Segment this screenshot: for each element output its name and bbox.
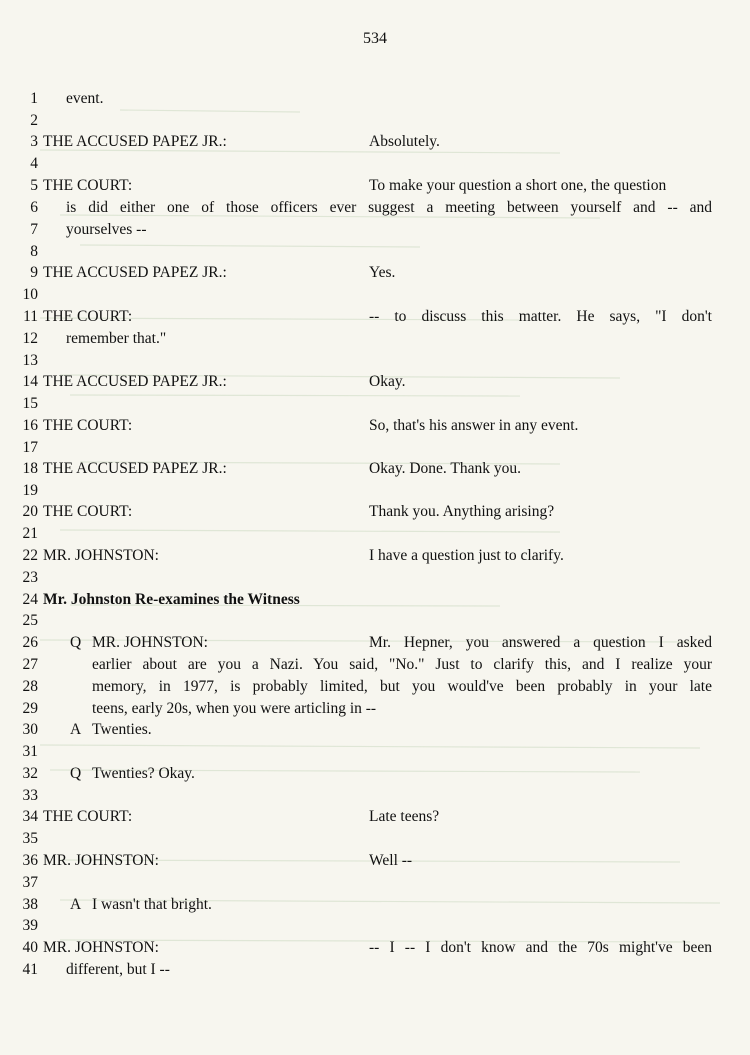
- transcript-line: [0, 175, 750, 197]
- line-number: 8: [30, 243, 38, 260]
- line-text: To make your question a short one, the question: [369, 177, 667, 194]
- transcript-line: [0, 371, 750, 393]
- line-text: Well --: [369, 852, 413, 869]
- line-text: memory, in 1977, is probably limited, but you would've been probably in your late: [92, 678, 712, 695]
- transcript-line: [0, 894, 750, 916]
- line-text: Late teens?: [369, 808, 440, 825]
- speaker-label: THE COURT:: [43, 417, 133, 434]
- line-number: 24: [22, 591, 38, 608]
- line-text: I have a question just to clarify.: [369, 547, 564, 564]
- line-text: remember that.": [66, 330, 167, 347]
- line-number: 1: [30, 90, 38, 107]
- line-number: 25: [22, 612, 38, 629]
- line-text: Absolutely.: [369, 133, 440, 150]
- transcript-line: [0, 197, 750, 219]
- line-text: Thank you. Anything arising?: [369, 503, 555, 520]
- speaker-label: THE COURT:: [43, 177, 133, 194]
- line-text: teens, early 20s, when you were articling in --: [92, 700, 377, 717]
- transcript-line: [0, 632, 750, 654]
- line-number: 2: [30, 112, 38, 129]
- line-number: 14: [22, 373, 38, 390]
- line-text: So, that's his answer in any event.: [369, 417, 579, 434]
- transcript-line: [0, 567, 750, 589]
- line-number: 5: [30, 177, 38, 194]
- qa-label: A: [70, 721, 82, 738]
- line-text: yourselves --: [66, 221, 147, 238]
- line-number: 17: [22, 439, 38, 456]
- transcript-line: [0, 131, 750, 153]
- transcript-line: [0, 306, 750, 328]
- line-text: earlier about are you a Nazi. You said, "No." Just to clarify this, and I realize your: [92, 656, 712, 673]
- transcript-line: [0, 523, 750, 545]
- transcript-line: [0, 676, 750, 698]
- line-number: 33: [22, 787, 38, 804]
- line-number: 30: [22, 721, 38, 738]
- line-number: 20: [22, 503, 38, 520]
- line-text: event.: [66, 90, 104, 107]
- line-number: 6: [30, 199, 38, 216]
- line-number: 27: [22, 656, 38, 673]
- line-number: 38: [22, 896, 38, 913]
- qa-label: A: [70, 896, 82, 913]
- transcript-line: [0, 350, 750, 372]
- qa-label: Q: [70, 765, 82, 782]
- line-number: 29: [22, 700, 38, 717]
- line-number: 41: [22, 961, 38, 978]
- line-number: 28: [22, 678, 38, 695]
- line-number: 39: [22, 917, 38, 934]
- transcript-line: [0, 806, 750, 828]
- transcript-line: [0, 393, 750, 415]
- transcript-line: [0, 241, 750, 263]
- transcript-line: [0, 153, 750, 175]
- line-number: 16: [22, 417, 38, 434]
- speaker-label: MR. JOHNSTON:: [43, 852, 159, 869]
- line-text: Twenties.: [92, 721, 152, 738]
- transcript-line: [0, 415, 750, 437]
- transcript-line: [0, 698, 750, 720]
- transcript-line: [0, 501, 750, 523]
- transcript-line: [0, 937, 750, 959]
- transcript-line: [0, 437, 750, 459]
- line-number: 26: [22, 634, 38, 651]
- transcript-line: [0, 654, 750, 676]
- line-number: 23: [22, 569, 38, 586]
- transcript-line: [0, 850, 750, 872]
- line-number: 34: [22, 808, 38, 825]
- line-number: 9: [30, 264, 38, 281]
- line-number: 12: [22, 330, 38, 347]
- line-number: 22: [22, 547, 38, 564]
- speaker-label: THE ACCUSED PAPEZ JR.:: [43, 264, 227, 281]
- line-number: 18: [22, 460, 38, 477]
- line-number: 4: [30, 155, 38, 172]
- transcript-line: [0, 328, 750, 350]
- transcript-line: [0, 828, 750, 850]
- transcript-line: [0, 915, 750, 937]
- line-number: 37: [22, 874, 38, 891]
- line-text: I wasn't that bright.: [92, 896, 212, 913]
- line-number: 32: [22, 765, 38, 782]
- transcript-line: [0, 589, 750, 611]
- line-number: 3: [30, 133, 38, 150]
- transcript-line: [0, 545, 750, 567]
- qa-label: Q: [70, 634, 82, 651]
- transcript-line: [0, 262, 750, 284]
- line-number: 10: [22, 286, 38, 303]
- line-number: 36: [22, 852, 38, 869]
- line-text: different, but I --: [66, 961, 170, 978]
- transcript-line: [0, 785, 750, 807]
- speaker-label: THE COURT:: [43, 308, 133, 325]
- speaker-label: THE COURT:: [43, 503, 133, 520]
- transcript-line: [0, 741, 750, 763]
- line-number: 15: [22, 395, 38, 412]
- line-number: 21: [22, 525, 38, 542]
- section-heading: Mr. Johnston Re-examines the Witness: [43, 591, 300, 608]
- line-text: Yes.: [369, 264, 396, 281]
- line-text: Mr. Hepner, you answered a question I asked: [369, 634, 712, 651]
- line-number: 40: [22, 939, 38, 956]
- speaker-label: THE COURT:: [43, 808, 133, 825]
- line-text: Twenties? Okay.: [92, 765, 195, 782]
- transcript-line: [0, 719, 750, 741]
- line-number: 7: [30, 221, 38, 238]
- line-text: -- I -- I don't know and the 70s might've been: [369, 939, 712, 956]
- page-number: 534: [363, 30, 387, 47]
- transcript-line: [0, 88, 750, 110]
- transcript-line: [0, 110, 750, 132]
- transcript-line: [0, 610, 750, 632]
- line-number: 19: [22, 482, 38, 499]
- transcript-line: [0, 959, 750, 981]
- transcript-line: [0, 284, 750, 306]
- transcript-line: [0, 458, 750, 480]
- line-number: 11: [23, 308, 38, 325]
- transcript-line: [0, 872, 750, 894]
- speaker-label: MR. JOHNSTON:: [43, 547, 159, 564]
- line-number: 31: [22, 743, 38, 760]
- line-text: Okay. Done. Thank you.: [369, 460, 521, 477]
- line-text: is did either one of those officers ever suggest a meeting between yourself and -- and: [66, 199, 712, 216]
- speaker-label: MR. JOHNSTON:: [43, 939, 159, 956]
- speaker-label: THE ACCUSED PAPEZ JR.:: [43, 460, 227, 477]
- transcript-line: [0, 219, 750, 241]
- line-number: 35: [22, 830, 38, 847]
- line-number: 13: [22, 352, 38, 369]
- speaker-label: THE ACCUSED PAPEZ JR.:: [43, 133, 227, 150]
- transcript-line: [0, 763, 750, 785]
- transcript-line: [0, 480, 750, 502]
- line-text: -- to discuss this matter. He says, "I don't: [369, 308, 712, 325]
- line-text: Okay.: [369, 373, 406, 390]
- speaker-label: THE ACCUSED PAPEZ JR.:: [43, 373, 227, 390]
- speaker-label: MR. JOHNSTON:: [92, 634, 208, 651]
